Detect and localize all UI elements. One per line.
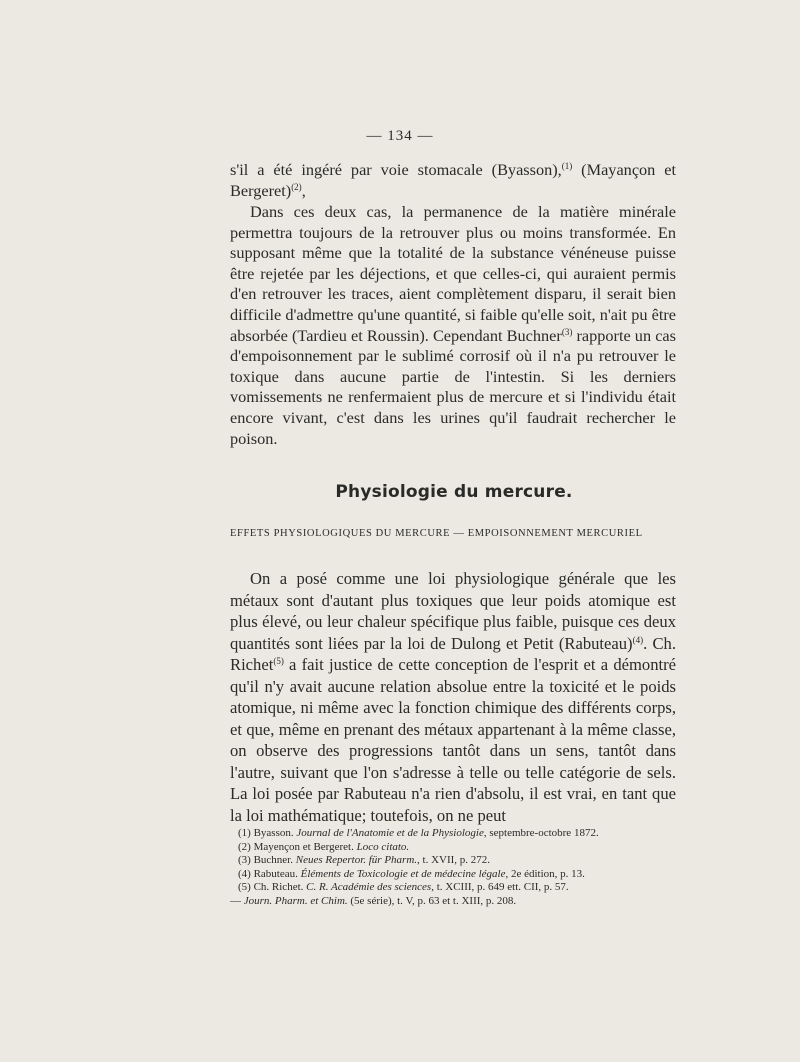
footnote-2-source: Loco citato.	[356, 840, 410, 853]
footnote-4	[238, 868, 678, 882]
paragraph-3	[230, 568, 676, 826]
footnote-3	[238, 854, 678, 868]
footnote-5-detail: , t. XCIII, p. 649 ett. CII, p. 57.	[431, 881, 569, 894]
footnote-ref-3: (3)	[561, 326, 573, 337]
footnote-3-detail: , t. XVII, p. 272.	[417, 854, 491, 867]
footnotes	[230, 827, 678, 909]
footnote-2-author: (2) Mayençon et Bergeret.	[238, 840, 357, 853]
section-title: Physiologie du mercure.	[335, 482, 573, 502]
footnote-5	[238, 881, 678, 895]
paragraph-1-text-c: ,	[301, 180, 306, 200]
footnote-ref-4: (4)	[632, 634, 644, 645]
footnote-5-author: (5) Ch. Richet.	[238, 881, 307, 894]
paragraph-3-text-a: On a posé comme une loi physiologique générale que les métaux sont d'autant plus toxiques que leur poids atomique est plus élevé, ou leur chaleur spécifique plus faible, puisque ces deux quantités sont liées par la loi de Dulong et Petit (Rabuteau)	[230, 569, 676, 653]
paragraph-3-text-c: a fait justice de cette conception de l'esprit et a démontré qu'il n'y avait aucune relation absolue entre la toxicité et le poids atomique, ni même avec la fonction chimique des différents corps, et que, même en prenant des métaux appartenant à la même classe, on observe des progressions tantôt dans un sens, tantôt dans l'autre, suivant que l'on s'adresse à telle ou telle catégorie de sels. La loi posée par Rabuteau n'a rien d'absolu, il est vrai, en tant que la loi mathématique; toutefois, on ne peut	[230, 655, 676, 825]
footnote-ref-5: (5)	[273, 656, 284, 666]
footnote-3-author: (3) Buchner.	[238, 854, 296, 867]
footnote-1-author: (1) Byasson.	[238, 827, 297, 839]
footnote-4-author: (4) Rabuteau.	[238, 867, 301, 880]
footnote-5-detail-2: (5e série), t. V, p. 63 et t. XIII, p. 208.	[347, 894, 517, 907]
footnote-2	[238, 841, 678, 855]
footnote-ref-1: (1)	[561, 161, 573, 171]
footnote-4-source: Éléments de Toxicologie et de médecine légale	[300, 867, 506, 880]
page-number: — 134 —	[366, 128, 434, 144]
paragraph-2	[230, 202, 676, 449]
footnote-5-continuation	[230, 895, 678, 909]
paragraph-2-text-a: Dans ces deux cas, la permanence de la matière minérale permettra toujours de la retrouver plus ou moins transformée. En supposant même que la totalité de la substance vénéneuse puisse être rejetée par les déjections, et que celles-ci, qui auraient permis d'en retrouver les traces, aient complètement disparu, il serait bien difficile d'admettre qu'une quantité, si faible qu'elle soit, n'ait pu être absorbée (Tardieu et Roussin). Cependant Buchner	[230, 202, 676, 345]
footnote-1-source: Journal de l'Anatomie et de la Physiologie	[296, 827, 484, 839]
footnote-ref-2: (2)	[291, 181, 302, 192]
footnote-3-source: Neues Repertor. für Pharm.	[295, 854, 418, 867]
paragraph-1-text-b: (Mayançon et Bergeret)	[230, 160, 677, 200]
footnote-1-detail: , septembre-octobre 1872.	[483, 827, 599, 839]
footnote-5-source: C. R. Académie des sciences	[306, 881, 432, 894]
paragraph-1	[230, 160, 676, 201]
footnote-5-dash: —	[230, 894, 244, 907]
footnote-4-detail: , 2e édition, p. 13.	[505, 867, 585, 880]
footnote-1	[238, 827, 678, 841]
paragraph-1-text-a: s'il a été ingéré par voie stomacale (Byasson),	[230, 160, 562, 179]
paragraph-3-text-b: . Ch. Richet	[230, 633, 676, 674]
paragraph-2-text-b: rapporte un cas d'empoisonnement par le sublimé corrosif où il n'a pu retrouver le toxique dans aucune partie de l'intestin. Si les derniers vomissements ne renfermaient plus de mercure et si l'individu était encore vivant, c'est dans les urines qu'il faudrait rechercher le poison.	[230, 325, 676, 448]
section-subtitle: EFFETS PHYSIOLOGIQUES DU MERCURE — EMPOISONNEMENT MERCURIEL	[230, 528, 643, 539]
footnote-5-source-2: Journ. Pharm. et Chim.	[243, 894, 348, 907]
